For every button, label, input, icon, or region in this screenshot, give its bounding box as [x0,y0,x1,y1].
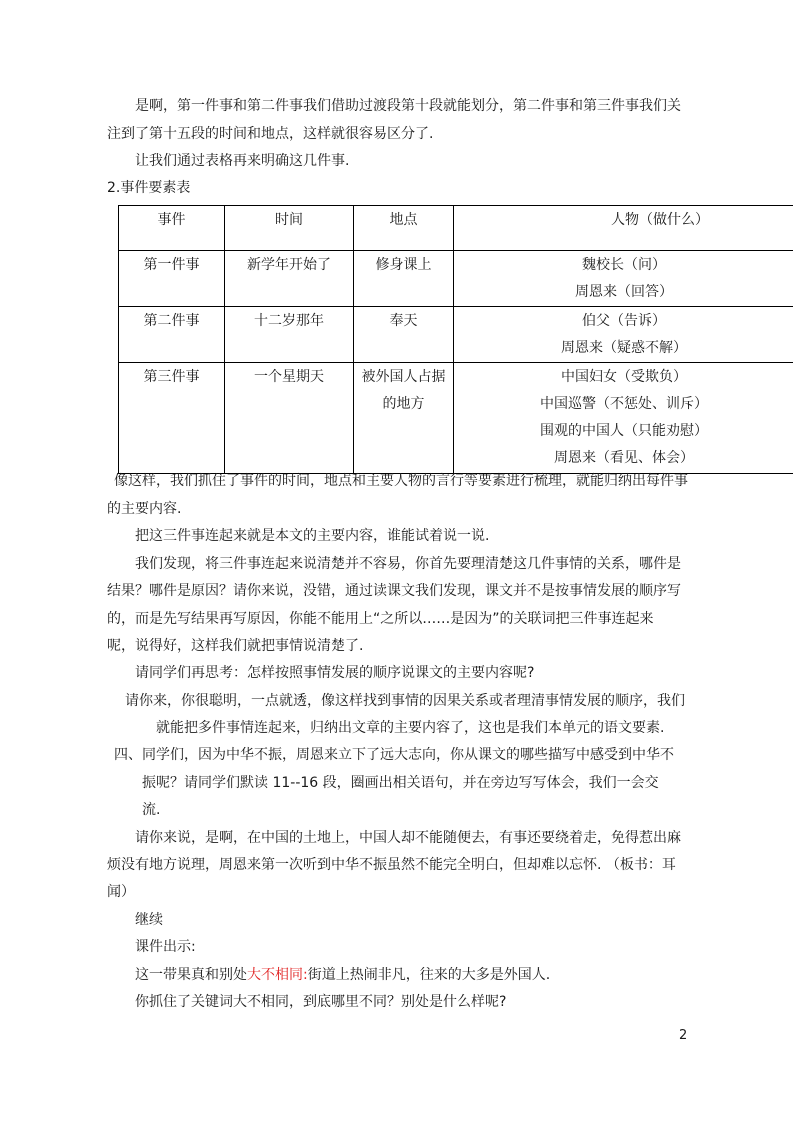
paragraph-2: 让我们通过表格再来明确这几件事. [135,153,350,169]
paragraph-4: 把这三件事连起来就是本文的主要内容，谁能试着说一说. [135,528,490,544]
paragraph-7-line-2: 就能把多件事情连起来，归纳出文章的主要内容了，这也是我们本单元的语文要素. [156,720,665,736]
table-header-cell: 人物（做什么） [454,206,793,251]
paragraph-3-line-2: 的主要内容. [107,501,182,517]
table-cell-place: 修身课上 [375,257,432,273]
paragraph-5-line-1: 我们发现，将三件事连起来说清楚并不容易，你首先要理清楚这几件事情的关系，哪件是 [135,556,681,572]
paragraph-11: 课件出示: [135,939,196,955]
paragraph-8-line-3: 流. [142,802,161,818]
table-cell-people: 伯父（告诉） [582,313,666,329]
table-cell-people: 周恩来（看见、体会） [554,450,694,466]
table-header-cell: 事件 [119,206,225,251]
table-header-row [119,206,793,251]
section-heading-2: 2.事件要素表 [107,180,191,196]
table-cell-time: 一个星期天 [254,369,324,385]
paragraph-5-line-2: 结果？哪件是原因？请你来说，没错，通过读课文我们发现，课文并不是按事情发展的顺序写 [107,583,681,599]
table-cell-people: 周恩来（疑惑不解） [561,340,687,356]
paragraph-5-line-3: 的，而是先写结果再写原因，你能不能用上“之所以……是因为”的关联词把三件事连起来 [107,611,654,627]
paragraph-13: 你抓住了关键词大不相同，到底哪里不同？别处是什么样呢? [135,994,507,1010]
page-number: 2 [679,1028,688,1043]
highlight-keyword: 大不相同: [247,967,308,983]
paragraph-1-line-1: 是啊，第一件事和第二件事我们借助过渡段第十段就能划分，第二件事和第三件事我们关 [135,98,681,114]
table-row [119,251,793,307]
courseware-text-prefix: 这一带果真和别处 [135,967,247,983]
table-cell-time: 十二岁那年 [254,313,324,329]
courseware-text-suffix: 街道上热闹非凡，往来的大多是外国人. [307,967,551,983]
paragraph-9-line-3: 闻） [107,884,135,900]
table-cell-people: 围观的中国人（只能劝慰） [540,423,708,439]
paragraph-9-line-1: 请你来说，是啊，在中国的土地上，中国人却不能随便去，有事还要绕着走，免得惹出麻 [135,830,681,846]
paragraph-8-line-2: 振呢？请同学们默读 11--16 段，圈画出相关语句，并在旁边写写体会，我们一会交 [142,775,659,791]
table-cell-people: 中国妇女（受欺负） [561,369,687,385]
paragraph-1-line-2: 注到了第十五段的时间和地点，这样就很容易区分了. [107,126,434,142]
paragraph-12 [135,966,550,984]
table-header-cell: 地点 [354,206,454,251]
table-header-cell: 时间 [225,206,354,251]
table-cell-people: 周恩来（回答） [575,284,673,300]
paragraph-8-line-1: 四、同学们，因为中华不振，周恩来立下了远大志向，你从课文的哪些描写中感受到中华不 [114,747,674,763]
paragraph-7-line-1: 请你来，你很聪明，一点就透，像这样找到事情的因果关系或者理清事情发展的顺序，我们 [125,693,685,709]
paragraph-3-line-1: 像这样，我们抓住了事件的时间，地点和主要人物的言行等要素进行梳理，就能归纳出每件事 [114,473,688,489]
table-cell-time: 新学年开始了 [247,257,331,273]
table-cell-event: 第三件事 [143,369,200,385]
table-row [119,363,793,474]
table-cell-event: 第二件事 [143,313,200,329]
table-cell-people: 魏校长（问） [582,257,666,273]
paragraph-10: 继续 [135,912,163,928]
table-cell-people: 中国巡警（不惩处、训斥） [540,396,708,412]
table-cell-event: 第一件事 [143,257,200,273]
table-row [119,307,793,363]
paragraph-9-line-2: 烦没有地方说理，周恩来第一次听到中华不振虽然不能完全明白，但却难以忘怀. （板书：耳 [107,857,676,873]
event-elements-table [118,205,793,474]
table-cell-place: 奉天 [389,313,418,329]
table-cell-place: 的地方 [382,396,425,412]
paragraph-6: 请同学们再思考：怎样按照事情发展的顺序说课文的主要内容呢? [135,665,535,681]
paragraph-5-line-4: 呢，说得好，这样我们就把事情说清楚了. [107,638,364,654]
table-cell-place: 被外国人占据 [361,369,446,385]
